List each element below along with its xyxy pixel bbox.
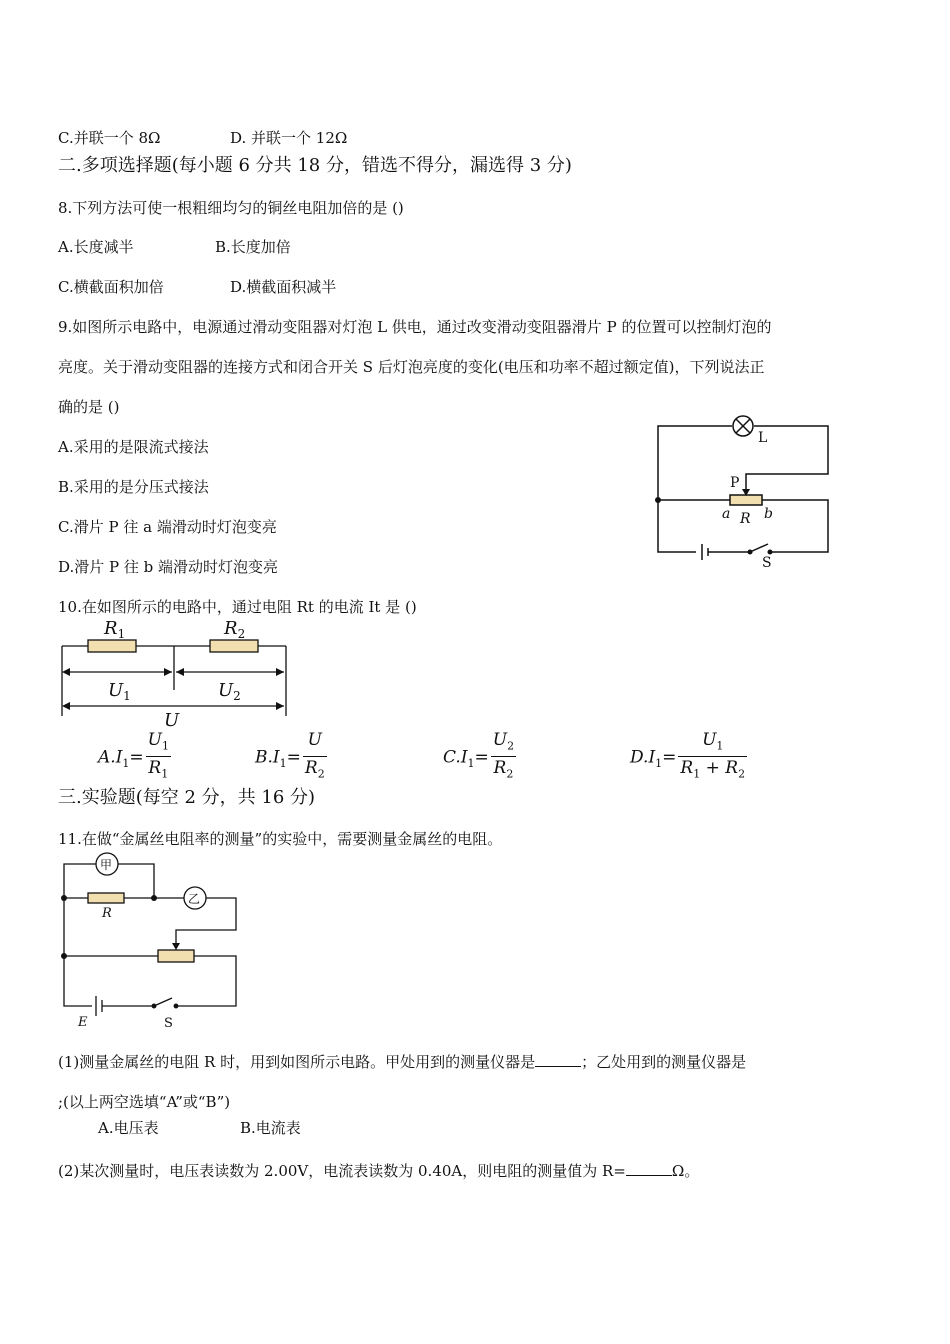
section3-title: 三.实验题(每空 2 分，共 16 分) — [58, 787, 316, 808]
q11-choice-a: A.电压表 — [98, 1119, 159, 1137]
q10-label-u2: U — [218, 680, 234, 701]
q11-meter-a-label: 甲 — [100, 858, 113, 872]
section2-title: 二.多项选择题(每小题 6 分共 18 分，错选不得分，漏选得 3 分) — [58, 155, 572, 176]
q8-stem: 8.下列方法可使一根粗细均匀的铜丝电阻加倍的是 () — [58, 199, 404, 217]
q11-part2: (2)某次测量时，电压表读数为 2.00V，电流表读数为 0.40A，则电阻的测量值为 R= Ω。 — [58, 1162, 700, 1180]
q10-label-r1-sub: 1 — [117, 627, 126, 641]
q9-label-a: a — [722, 506, 731, 522]
svg-text:R1 — [103, 618, 125, 641]
q11-choice-b: B.电流表 — [240, 1119, 301, 1137]
q9-label-switch: S — [762, 555, 772, 571]
q11-circuit-diagram — [56, 850, 246, 1030]
q9-label-b: b — [764, 506, 773, 522]
q10-option-b: $B.I_1=$ $\frac{U}{R_2}$ — [255, 730, 325, 781]
q9-circuit-diagram — [650, 410, 840, 570]
q10-option-c: $C.I_1=$ $\frac{U_2}{R_2}$ — [443, 730, 515, 781]
q11-label-r: R — [102, 906, 112, 921]
q9-stem-line2: 亮度。关于滑动变阻器的连接方式和闭合开关 S 后灯泡亮度的变化(电压和功率不超过额定值)，下列说法正 — [58, 358, 765, 376]
q11-stem: 11.在做“金属丝电阻率的测量”的实验中，需要测量金属丝的电阻。 — [58, 830, 503, 848]
q10-label-r2: R — [224, 618, 238, 639]
q10-option-a: $A.I_1=$ $\frac{U_1}{R_1}$ — [98, 730, 169, 781]
q9-option-b: B.采用的是分压式接法 — [58, 478, 209, 496]
q10-label-u1: U — [108, 680, 124, 701]
q9-option-a: A.采用的是限流式接法 — [58, 438, 209, 456]
q11-part1-line1: (1)测量金属丝的电阻 R 时，用到如图所示电路。甲处用到的测量仪器是 ；乙处用到的测量仪器是 — [58, 1053, 747, 1071]
q11-part1-line2: ;(以上两空选填“A”或“B”) — [58, 1093, 231, 1111]
q11-meter-b-label: 乙 — [188, 892, 201, 906]
q9-option-c: C.滑片 P 往 a 端滑动时灯泡变亮 — [58, 518, 277, 536]
q9-label-r: R — [740, 511, 751, 527]
q10-circuit-diagram — [58, 612, 298, 730]
q8-option-d: D.横截面积减半 — [230, 278, 337, 296]
q11-label-e: E — [78, 1015, 88, 1030]
q9-option-d: D.滑片 P 往 b 端滑动时灯泡变亮 — [58, 558, 279, 576]
q10-label-r1: R — [104, 618, 118, 639]
svg-text:U1 — [108, 680, 131, 703]
q8-option-b: B.长度加倍 — [215, 238, 291, 256]
q9-stem-line3: 确的是 () — [58, 398, 120, 416]
q10-stem: 10.在如图所示的电路中，通过电阻 Rt 的电流 It 是 () — [58, 598, 417, 616]
q10-label-u2-sub: 2 — [233, 689, 241, 703]
q11-blank-meter-a[interactable] — [535, 1052, 581, 1067]
svg-text:R2 — [223, 618, 245, 641]
q10-option-d: $D.I_1=$ $\frac{U_1}{R_1 + R_2}$ — [630, 730, 746, 781]
q10-label-r2-sub: 2 — [237, 627, 246, 641]
q8-option-c: C.横截面积加倍 — [58, 278, 164, 296]
q9-label-slider: P — [730, 475, 740, 491]
q8-option-a: A.长度减半 — [58, 238, 134, 256]
q7-option-c: C.并联一个 8Ω — [58, 129, 161, 147]
q10-label-u1-sub: 1 — [123, 689, 131, 703]
q9-stem-line1: 9.如图所示电路中，电源通过滑动变阻器对灯泡 L 供电，通过改变滑动变阻器滑片 P 的位置可以控制灯泡的 — [58, 318, 772, 336]
q11-label-s: S — [164, 1016, 173, 1031]
q9-label-lamp: L — [758, 430, 768, 446]
svg-text:U2 — [218, 680, 241, 703]
q11-blank-resistance[interactable] — [626, 1161, 672, 1176]
q10-label-u: U — [164, 710, 180, 731]
q7-option-d: D. 并联一个 12Ω — [230, 129, 348, 147]
